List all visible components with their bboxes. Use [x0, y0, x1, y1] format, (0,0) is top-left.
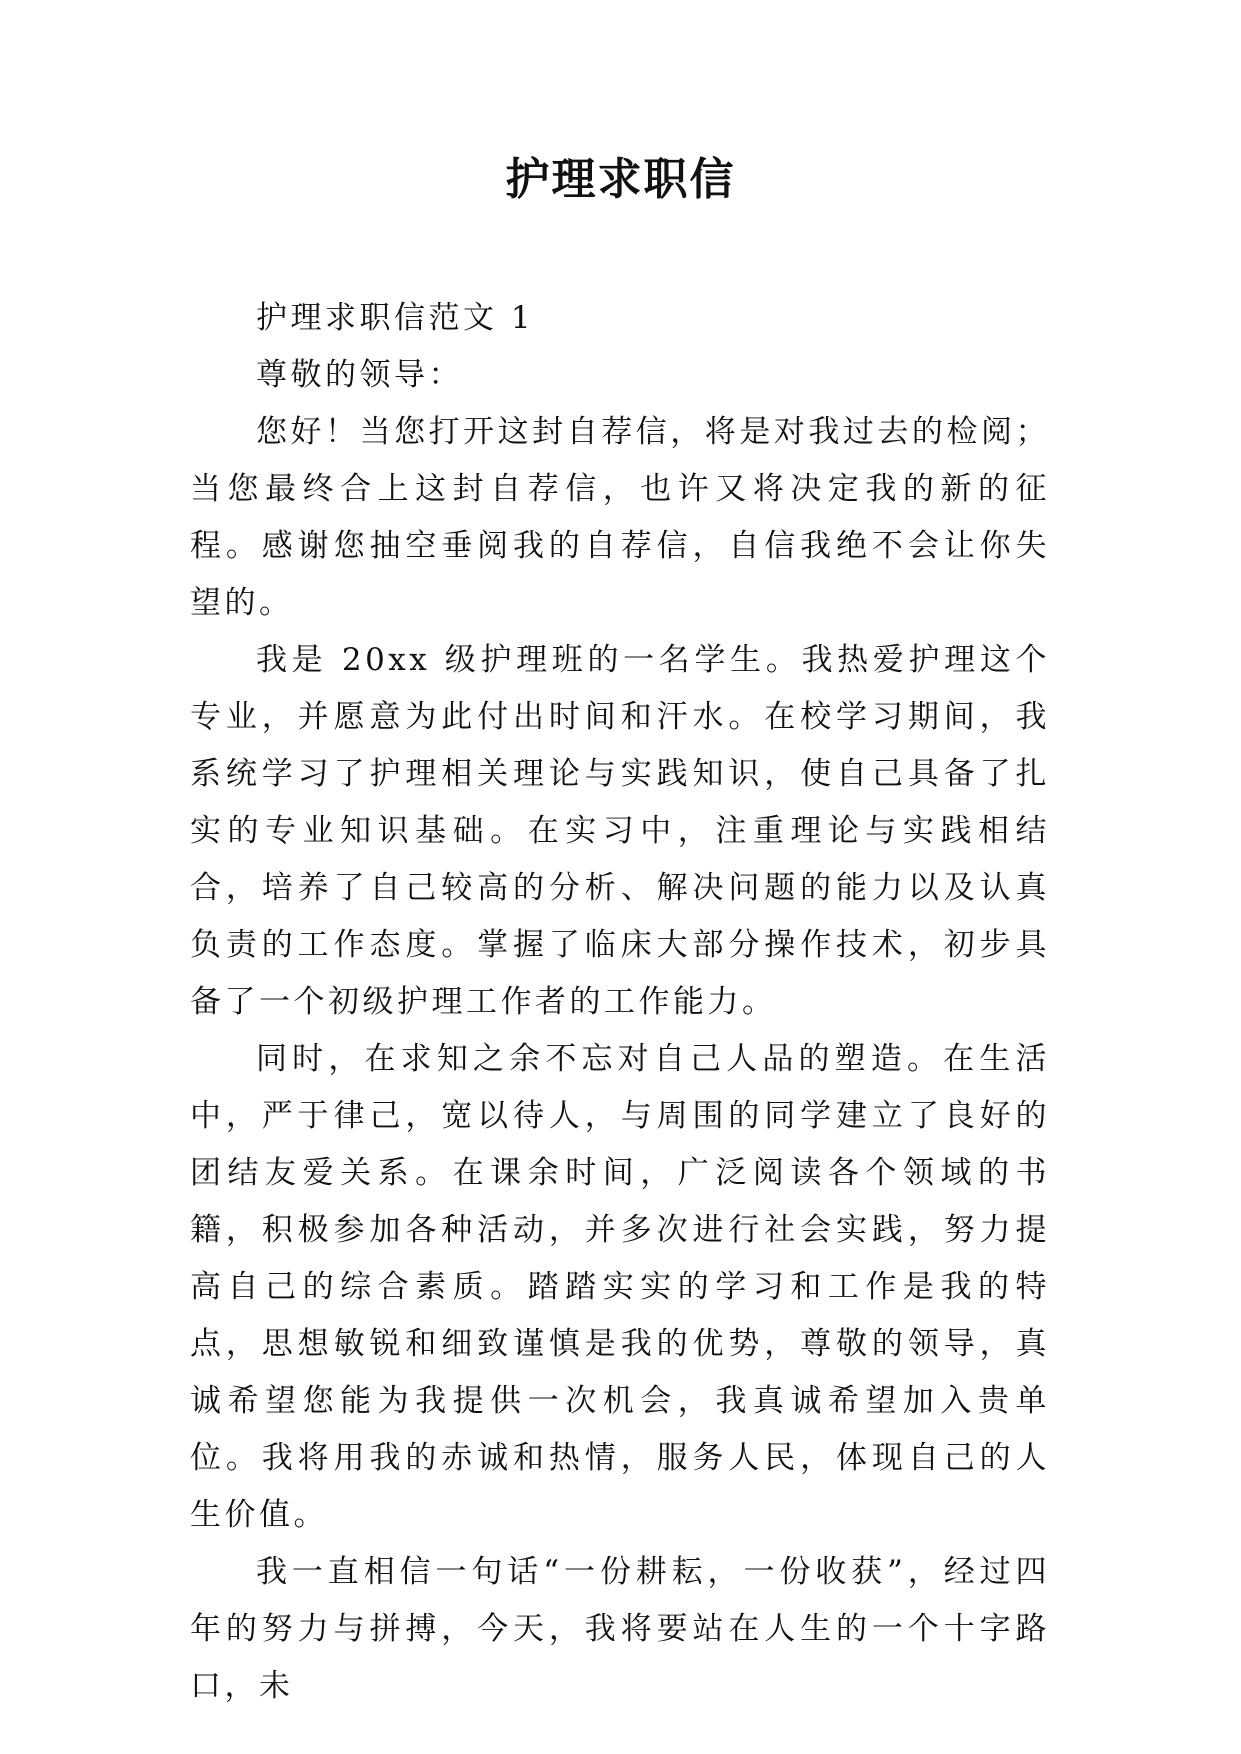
- paragraph-character: 同时，在求知之余不忘对自己人品的塑造。在生活中，严于律己，宽以待人，与周围的同学建立了良好的团结友爱关系。在课余时间，广泛阅读各个领域的书籍，积极参加各种活动，并多次进行社会实践，努力提高自己的综合素质。踏踏实实的学习和工作是我的特点，思想敏锐和细致谨慎是我的优势，尊敬的领导，真诚希望您能为我提供一次机会，我真诚希望加入贵单位。我将用我的赤诚和热情，服务人民，体现自己的人生价值。: [190, 1041, 1050, 1533]
- paragraph-greeting: 您好！当您打开这封自荐信，将是对我过去的检阅；当您最终合上这封自荐信，也许又将决定我的新的征程。感谢您抽空垂阅我的自荐信，自信我绝不会让你失望的。: [190, 414, 1050, 621]
- paragraph-introduction: 我是 20xx 级护理班的一名学生。我热爱护理这个专业，并愿意为此付出时间和汗水。在校学习期间，我系统学习了护理相关理论与实践知识，使自己具备了扎实的专业知识基础。在实习中，注重理论与实践相结合，培养了自己较高的分析、解决问题的能力以及认真负责的工作态度。掌握了临床大部分操作技术，初步具备了一个初级护理工作者的工作能力。: [190, 642, 1050, 1020]
- document-body: [190, 290, 1050, 1715]
- document-subtitle: 护理求职信范文 1: [256, 300, 535, 336]
- salutation: 尊敬的领导：: [256, 357, 463, 393]
- document-title: 护理求职信: [505, 154, 736, 205]
- paragraph-closing: 我一直相信一句话“一份耕耘，一份收获”，经过四年的努力与拼搏，今天，我将要站在人生的一个十字路口，未: [190, 1554, 1050, 1704]
